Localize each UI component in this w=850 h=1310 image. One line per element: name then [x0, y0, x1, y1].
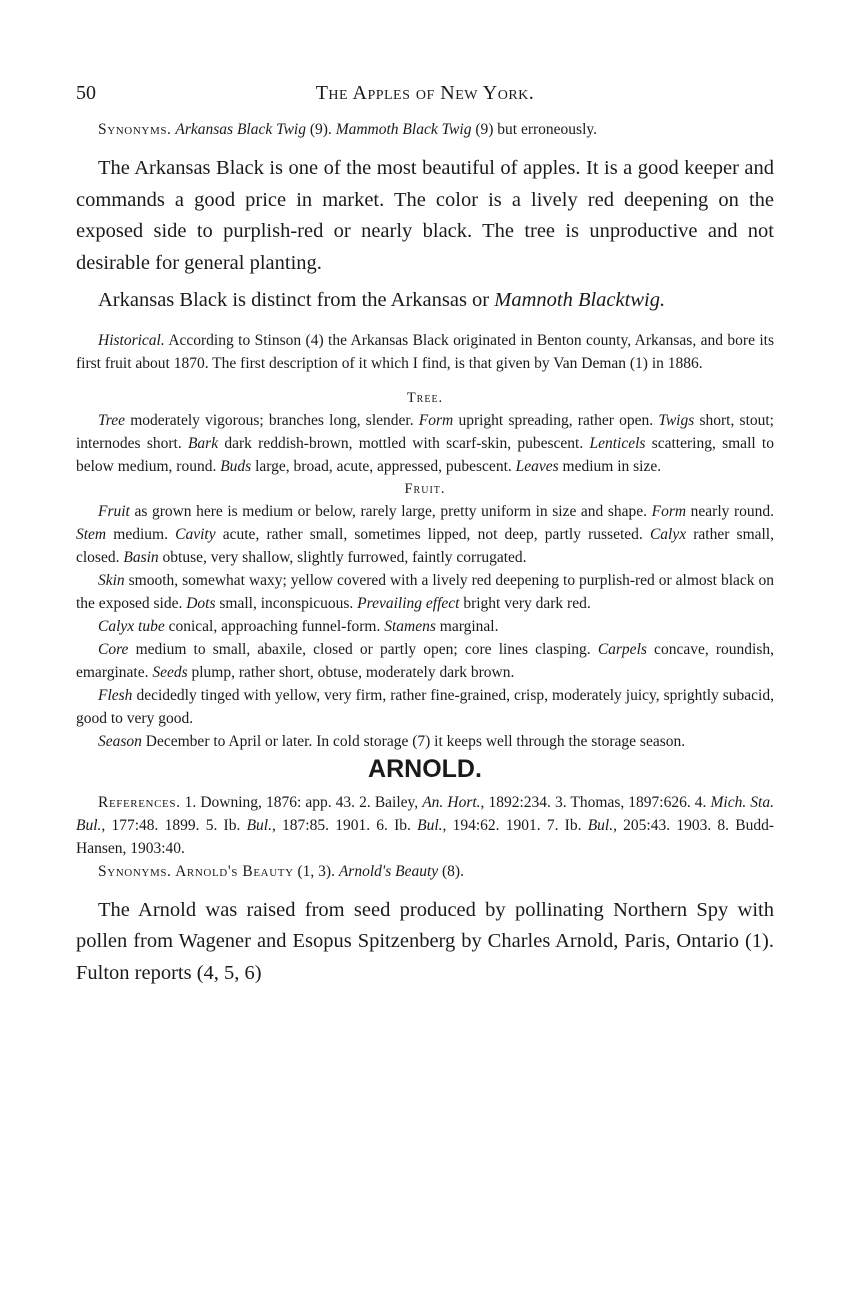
- tree-paragraph: Tree moderately vigorous; branches long, slender. Form upright spreading, rather open. Twigs short, stout; internodes short. Bark dark reddish-brown, mottled with scarf-skin, pubescent. Lenticels scattering, small to below medium, round. Buds large, broad, acute, appressed, pubescent. Leaves medium in size.: [76, 411, 774, 475]
- page-number: 50: [76, 82, 96, 104]
- fruit-paragraph-core: Core medium to small, abaxile, closed or partly open; core lines clasping. Carpels concave, roundish, emarginate. Seeds plump, rather short, obtuse, moderately dark brown.: [76, 640, 774, 681]
- fruit-paragraph-form: Fruit as grown here is medium or below, rarely large, pretty uniform in size and shape. Form nearly round. Stem medium. Cavity acute, rather small, sometimes lipped, not deep, partly russeted. Calyx rather small, closed. Basin obtuse, very shallow, slightly furrowed, faintly corrugated.: [76, 502, 774, 566]
- variety-title: ARNOLD.: [368, 754, 482, 783]
- fruit-paragraph-flesh: Flesh decidedly tinged with yellow, very firm, rather fine-grained, crisp, moderately juicy, sprightly subacid, good to very good.: [76, 686, 774, 727]
- page-header: [76, 82, 774, 112]
- historical-paragraph: Historical. According to Stinson (4) the Arkansas Black originated in Benton county, Arkansas, and bore its first fruit about 1870. The first description of it which I find, is that given by Van Deman (1) in 1886.: [76, 331, 774, 372]
- synonyms-paragraph: Synonyms. Arkansas Black Twig (9). Mammoth Black Twig (9) but erroneously.: [98, 121, 597, 138]
- arnold-intro-paragraph: The Arnold was raised from seed produced by pollinating Northern Spy with pollen from Wagener and Esopus Spitzenberg by Charles Arnold, Paris, Ontario (1). Fulton reports (4, 5, 6): [76, 898, 774, 984]
- tree-heading: Tree.: [406, 389, 444, 406]
- references-paragraph: References. 1. Downing, 1876: app. 43. 2. Bailey, An. Hort., 1892:234. 3. Thomas, 1897:626. 4. Mich. Sta. Bul., 177:48. 1899. 5. Ib. Bul., 187:85. 1901. 6. Ib. Bul., 194:62. 1901. 7. Ib. Bul., 205:43. 1903. 8. Budd-Hansen, 1903:40.: [76, 793, 774, 857]
- running-title: The Apples of New York.: [315, 82, 535, 104]
- arnold-synonyms-paragraph: Synonyms. Arnold's Beauty (1, 3). Arnold's Beauty (8).: [98, 862, 464, 880]
- document-page: [76, 82, 774, 989]
- intro-paragraph: The Arkansas Black is one of the most beautiful of apples. It is a good keeper and commands a good price in market. The color is a lively red deepening on the exposed side to purplish-red or nearly black. The tree is unproductive and not desirable for general planting.: [76, 157, 774, 274]
- fruit-paragraph-skin: Skin smooth, somewhat waxy; yellow covered with a lively red deepening to purplish-red or almost black on the exposed side. Dots small, inconspicuous. Prevailing effect bright very dark red.: [76, 571, 774, 612]
- fruit-paragraph-season: Season December to April or later. In cold storage (7) it keeps well through the storage season.: [98, 732, 686, 750]
- distinct-paragraph: Arkansas Black is distinct from the Arkansas or Mamnoth Blacktwig.: [98, 289, 666, 311]
- fruit-paragraph-calyx: Calyx tube conical, approaching funnel-form. Stamens marginal.: [98, 617, 499, 635]
- fruit-heading: Fruit.: [404, 480, 446, 497]
